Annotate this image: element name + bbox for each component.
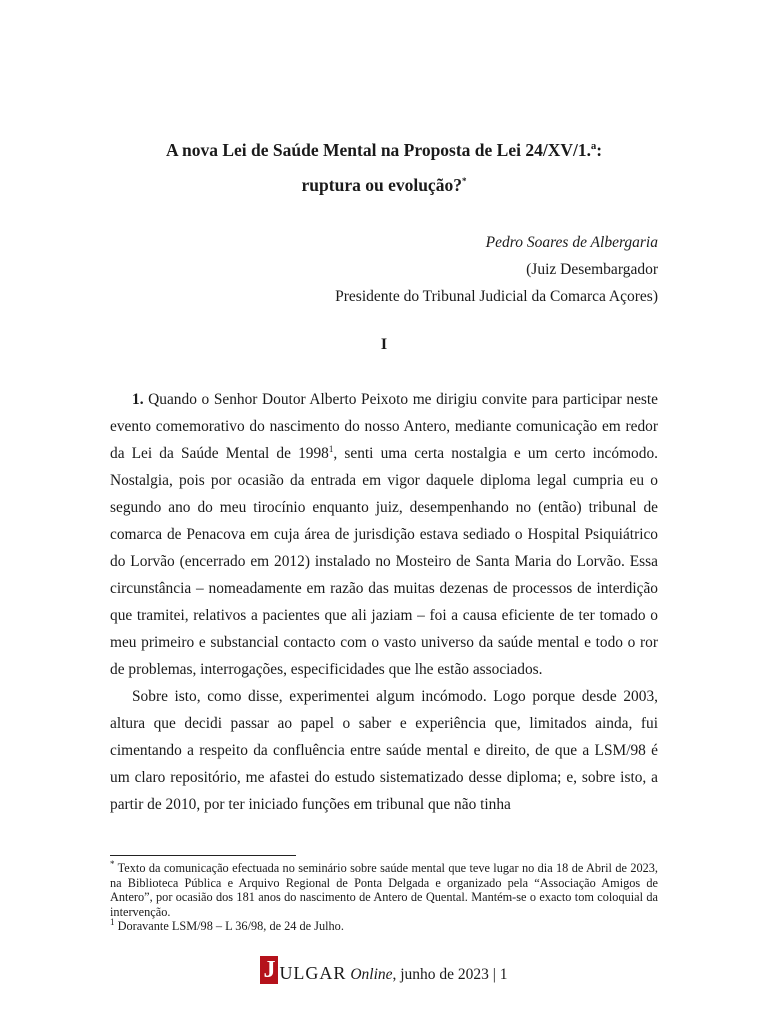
footnote-separator — [110, 855, 296, 856]
footnote-ref-1[interactable]: 1 — [328, 443, 334, 454]
paragraph-2-text: Sobre isto, como disse, experimentei algum incómodo. Logo porque desde 2003, altura que decidi passar ao papel o saber e experiência que, limitados ainda, fui cimentando a respeito da confluência entre saúde mental e direito, de que a LSM/98 é um claro repositório, me afastei do estudo sistematizado desse diploma; e, sobre isto, a partir de 2010, por ter iniciado funções em tribunal que não tinha — [110, 688, 658, 813]
author-role-line-2: Presidente do Tribunal Judicial da Comarca Açores) — [335, 288, 658, 305]
footnote-item — [110, 919, 658, 934]
footnote-text: Texto da comunicação efectuada no seminário sobre saúde mental que teve lugar no dia 18 de Abril de 2023, na Biblioteca Pública e Arquivo Regional de Ponta Delgada e organizado pela “Associação Amigos de Antero”, por ocasião dos 181 anos do nascimento de Antero de Quental. Mantém-se o exacto tom coloquial da intervenção. — [110, 861, 658, 919]
logo-initial: J — [260, 956, 278, 984]
footnote-item — [110, 858, 658, 919]
article-title-line-2 — [0, 175, 768, 196]
article-title-line-1 — [0, 140, 768, 161]
title-line-1-text: A nova Lei de Saúde Mental na Proposta de Lei 24/XV/1.ª: — [165, 140, 603, 160]
logo-wordmark: ULGAR — [279, 963, 347, 983]
footnote-text: Doravante LSM/98 – L 36/98, de 24 de Julho. — [114, 919, 344, 934]
footnotes — [110, 858, 658, 934]
author-name: Pedro Soares de Albergaria — [485, 234, 658, 251]
journal-footer — [0, 956, 768, 984]
julgar-logo — [260, 956, 346, 984]
paragraph-1-text-a: Quando o Senhor Doutor Alberto Peixoto me dirigiu convite para participar neste evento comemorativo do nascimento do nosso Antero, mediante comunicação em redor da Lei da Saúde Mental de 1998 — [110, 391, 658, 462]
footer-online-label: Online — [350, 966, 393, 983]
footer-date: , junho de 2023 | — [392, 966, 500, 983]
author-block — [335, 229, 658, 310]
paragraph-1 — [110, 386, 658, 683]
paragraph-1-text-b: , senti uma certa nostalgia e um certo incómodo. Nostalgia, pois por ocasião da entrada em vigor daquele diploma legal cumpria eu o segundo ano do meu tirocínio enquanto juiz, desempenhando no (então) tribunal de comarca de Penacova em cuja área de jurisdição estava sediado o Hospital Psiquiátrico do Lorvão (encerrado em 2012) instalado no Mosteiro de Santa Maria do Lorvão. Essa circunstância – nomeadamente em razão das muitas dezenas de processos de interdição que tramitei, relativos a pacientes que ali jaziam – foi a causa eficiente de ter tomado o meu primeiro e substancial contacto com o vasto universo da saúde mental e todo o ror de problemas, interrogações, especificidades que lhe estão associados. — [110, 445, 658, 678]
title-line-2-text: ruptura ou evolução? — [301, 175, 462, 195]
title-footnote-mark[interactable]: * — [461, 176, 467, 187]
footnote-mark: 1 — [110, 917, 115, 928]
section-heading: I — [380, 336, 388, 353]
body-text — [110, 386, 658, 818]
paragraph-number: 1. — [132, 391, 144, 408]
author-role-line-1: (Juiz Desembargador — [526, 261, 658, 278]
page-number: 1 — [499, 966, 508, 983]
paragraph-2 — [110, 683, 658, 818]
footnote-mark: * — [110, 858, 115, 869]
